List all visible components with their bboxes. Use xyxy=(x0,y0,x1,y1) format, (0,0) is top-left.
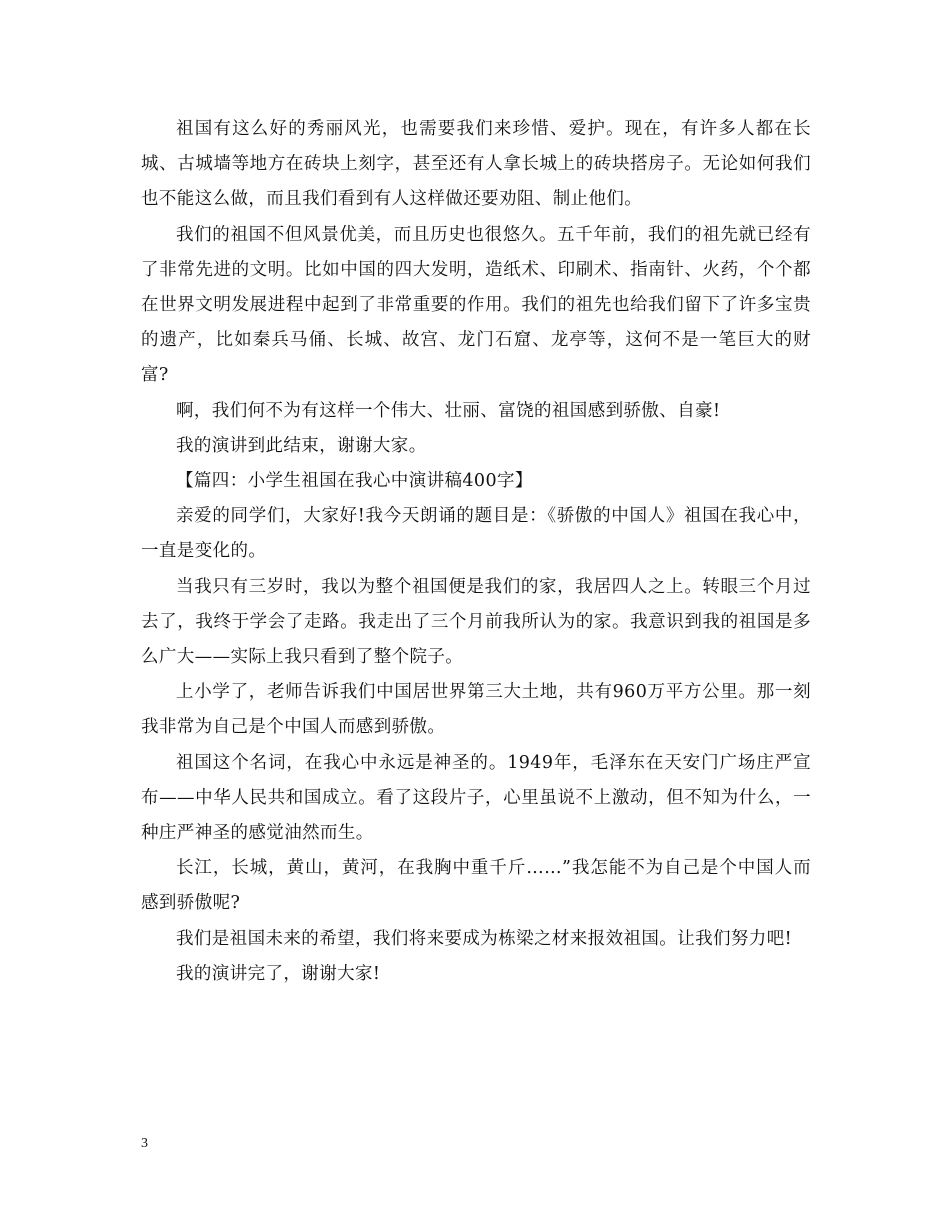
paragraph-8: 上小学了，老师告诉我们中国居世界第三大土地，共有960万平方公里。那一刻我非常为自己是个中国人而感到骄傲。 xyxy=(141,682,811,738)
paragraph-11: 我们是祖国未来的希望，我们将来要成为栋梁之材来报效祖国。让我们努力吧! xyxy=(176,928,793,949)
paragraph-1: 祖国有这么好的秀丽风光，也需要我们来珍惜、爱护。现在，有许多人都在长城、古城墙等地方在砖块上刻字，甚至还有人拿长城上的砖块搭房子。无论如何我们也不能这么做，而且我们看到有人这样做还要劝阻、制止他们。 xyxy=(141,119,811,210)
paragraph-7: 当我只有三岁时，我以为整个祖国便是我们的家，我居四人之上。转眼三个月过去了，我终于学会了走路。我走出了三个月前我所认为的家。我意识到我的祖国是多么广大——实际上我只看到了整个院子。 xyxy=(141,576,811,668)
paragraph-2: 我们的祖国不但风景优美，而且历史也很悠久。五千年前，我们的祖先就已经有了非常先进的文明。比如中国的四大发明，造纸术、印刷术、指南针、火药，个个都在世界文明发展进程中起到了非常重要的作用。我们的祖先也给我们留下了许多宝贵的遗产，比如秦兵马俑、长城、故宫、龙门石窟、龙亭等，这何不是一笔巨大的财富? xyxy=(141,224,811,386)
paragraph-12: 我的演讲完了，谢谢大家! xyxy=(176,963,381,984)
paragraph-4: 我的演讲到此结束，谢谢大家。 xyxy=(176,435,427,456)
paragraph-6: 亲爱的同学们，大家好!我今天朗诵的题目是：《骄傲的中国人》祖国在我心中，一直是变化的。 xyxy=(141,506,811,562)
paragraph-9: 祖国这个名词，在我心中永远是神圣的。1949年，毛泽东在天安门广场庄严宣布——中华人民共和国成立。看了这段片子，心里虽说不上激动，但不知为什么，一种庄严神圣的感觉油然而生。 xyxy=(141,752,811,844)
section-heading: 【篇四：小学生祖国在我心中演讲稿400字】 xyxy=(176,471,533,492)
paragraph-3: 啊，我们何不为有这样一个伟大、壮丽、富饶的祖国感到骄傲、自豪! xyxy=(176,400,721,421)
document-body xyxy=(141,112,811,992)
paragraph-10: 长江，长城，黄山，黄河，在我胸中重千斤……”我怎能不为自己是个中国人而感到骄傲呢? xyxy=(141,858,811,914)
page-number: 3 xyxy=(141,1136,148,1151)
